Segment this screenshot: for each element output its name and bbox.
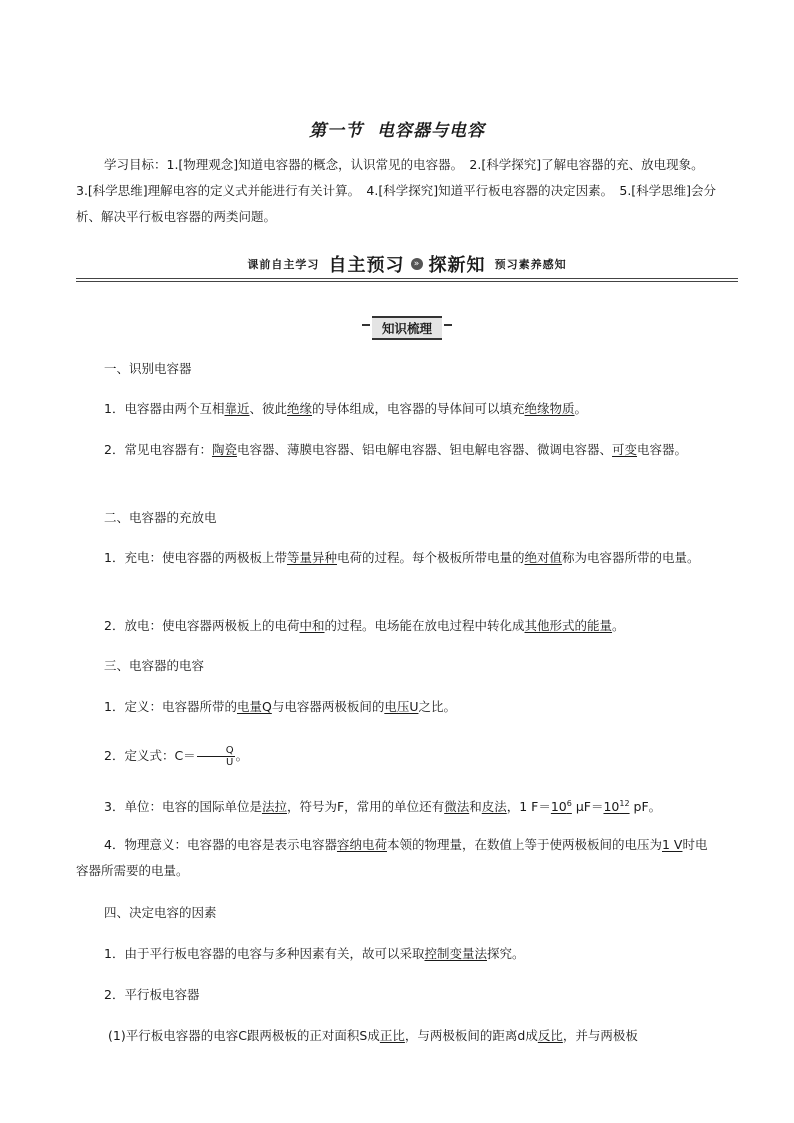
banner-left-label: 课前自主学习 — [247, 258, 320, 271]
section-3-title: 三、电容器的电容 — [104, 658, 205, 673]
section-3-item-2: 2．定义式：C＝ $\frac{Q}{U}$ 。 — [104, 745, 249, 768]
page-title — [76, 116, 718, 141]
title-text: 电容器与电容 — [377, 121, 485, 141]
title-section: 第一节 — [309, 121, 363, 141]
banner-main-2: 探新知 — [428, 255, 486, 276]
section-3-item-1: 1．定义：电容器所带的电量Q与电容器两极板间的电压U之比。 — [104, 699, 456, 714]
banner-divider-bottom — [76, 281, 738, 282]
arrow-icon: » — [411, 258, 423, 270]
section-3-item-4: 4．物理意义：电容器的电容是表示电容器容纳电荷本领的物理量，在数值上等于使两极板间的电压为1 V时电容器所需要的电量。 — [76, 837, 708, 878]
section-2-item-1: 1．充电：使电容器的两极板上带等量异种电荷的过程。每个极板所带电量的绝对值称为电容器所带的电量。 — [104, 550, 700, 565]
section-3-item-3: 3．单位：电容的国际单位是法拉，符号为F，常用的单位还有微法和皮法，1 $F=10^6$ $\mu F=10^{12}$ pF。 — [104, 799, 662, 815]
capacitance-fraction: $\frac{Q}{U}$ — [197, 745, 235, 768]
section-1-title: 一、识别电容器 — [104, 361, 192, 376]
banner-right-label: 预习素养感知 — [494, 258, 567, 271]
section-2-title: 二、电容器的充放电 — [104, 510, 217, 525]
section-4-item-1: 1．由于平行板电容器的电容与多种因素有关，故可以采取控制变量法探究。 — [104, 946, 525, 961]
knowledge-tag: 知识梳理 — [372, 316, 442, 340]
knowledge-tag-wrap — [76, 316, 738, 340]
section-1-item-2: 2．常见电容器有：陶瓷电容器、薄膜电容器、铝电解电容器、钽电解电容器、微调电容器、可变电容器。 — [104, 442, 688, 457]
banner-main-1: 自主预习 — [328, 255, 405, 276]
section-4-title: 四、决定电容的因素 — [104, 905, 217, 920]
section-1-item-1: 1．电容器由两个互相靠近、彼此绝缘的导体组成，电容器的导体间可以填充绝缘物质。 — [104, 401, 588, 416]
section-2-item-2: 2．放电：使电容器两极板上的电荷中和的过程。电场能在放电过程中转化成其他形式的能量。 — [104, 618, 625, 633]
learning-goals: 学习目标：1.[物理观念]知道电容器的概念，认识常见的电容器。 2.[科学探究]了解电容器的充、放电现象。 3.[科学思维]理解电容的定义式并能进行有关计算。 4.[科学探究]知道平行板电容器的决定因素。 5.[科学思维]会分析、解决平行板电容器的两类问题。 — [76, 157, 717, 224]
section-banner — [76, 251, 738, 277]
section-4-item-3: (1)平行板电容器的电容C跟两极板的正对面积S成正比，与两极板间的距离d成反比，并与两极板 — [108, 1028, 638, 1043]
section-4-item-2: 2．平行板电容器 — [104, 987, 200, 1002]
banner-divider-top — [76, 278, 738, 279]
